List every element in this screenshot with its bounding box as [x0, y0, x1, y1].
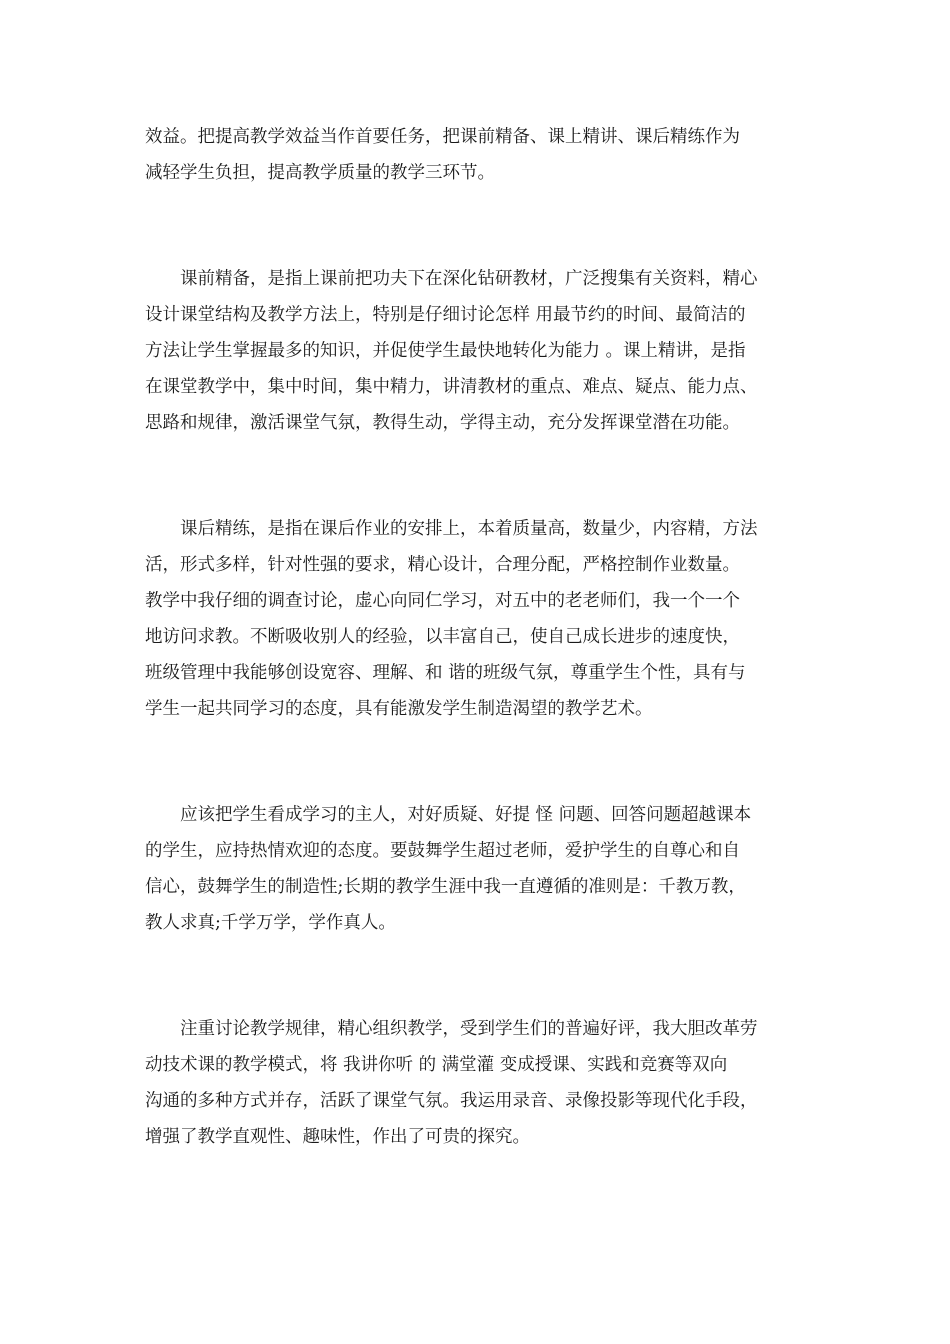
text-line: 教人求真;千学万学，学作真人。 [145, 913, 396, 933]
paragraph-4 [145, 797, 810, 941]
text-line: 课前精备，是指上课前把功夫下在深化钻研教材，广泛搜集有关资料，精心 [145, 269, 758, 289]
text-line: 沟通的多种方式并存，活跃了课堂气氛。我运用录音、录像投影等现代化手段， [145, 1091, 758, 1111]
text-line: 应该把学生看成学习的主人，对好质疑、好提 怪 问题、回答问题超越课本 [145, 805, 752, 825]
text-line: 减轻学生负担，提高教学质量的教学三环节。 [145, 163, 495, 183]
text-line: 动技术课的教学模式，将 我讲你听 的 满堂灌 变成授课、实践和竞赛等双向 [145, 1055, 728, 1075]
text-line: 活，形式多样，针对性强的要求，精心设计，合理分配，严格控制作业数量。 [145, 555, 740, 575]
paragraph-5 [145, 1011, 810, 1155]
text-line: 注重讨论教学规律，精心组织教学，受到学生们的普遍好评，我大胆改革劳 [145, 1019, 758, 1039]
text-line: 思路和规律，激活课堂气氛，教得生动，学得主动，充分发挥课堂潜在功能。 [145, 413, 740, 433]
text-line: 学生一起共同学习的态度，具有能激发学生制造渴望的教学艺术。 [145, 699, 653, 719]
text-line: 信心，鼓舞学生的制造性;长期的教学生涯中我一直遵循的准则是：千教万教， [145, 877, 746, 897]
text-line: 设计课堂结构及教学方法上，特别是仔细讨论怎样 用最节约的时间、最简洁的 [145, 305, 746, 325]
text-line: 效益。把提高教学效益当作首要任务，把课前精备、课上精讲、课后精练作为 [145, 127, 740, 147]
text-line: 方法让学生掌握最多的知识，并促使学生最快地转化为能力 。课上精讲，是指 [145, 341, 746, 361]
text-line: 班级管理中我能够创设宽容、理解、和 谐的班级气氛，尊重学生个性，具有与 [145, 663, 746, 683]
text-line: 的学生，应持热情欢迎的态度。要鼓舞学生超过老师，爱护学生的自尊心和自 [145, 841, 740, 861]
text-line: 教学中我仔细的调查讨论，虚心向同仁学习，对五中的老老师们，我一个一个 [145, 591, 740, 611]
text-line: 课后精练，是指在课后作业的安排上，本着质量高，数量少，内容精，方法 [145, 519, 758, 539]
paragraph-3 [145, 511, 810, 727]
text-line: 在课堂教学中，集中时间，集中精力，讲清教材的重点、难点、疑点、能力点、 [145, 377, 758, 397]
paragraph-1 [145, 119, 810, 191]
text-line: 地访问求教。不断吸收别人的经验，以丰富自己，使自己成长进步的速度快， [145, 627, 740, 647]
paragraph-2 [145, 261, 810, 441]
text-line: 增强了教学直观性、趣味性，作出了可贵的探究。 [145, 1127, 530, 1147]
